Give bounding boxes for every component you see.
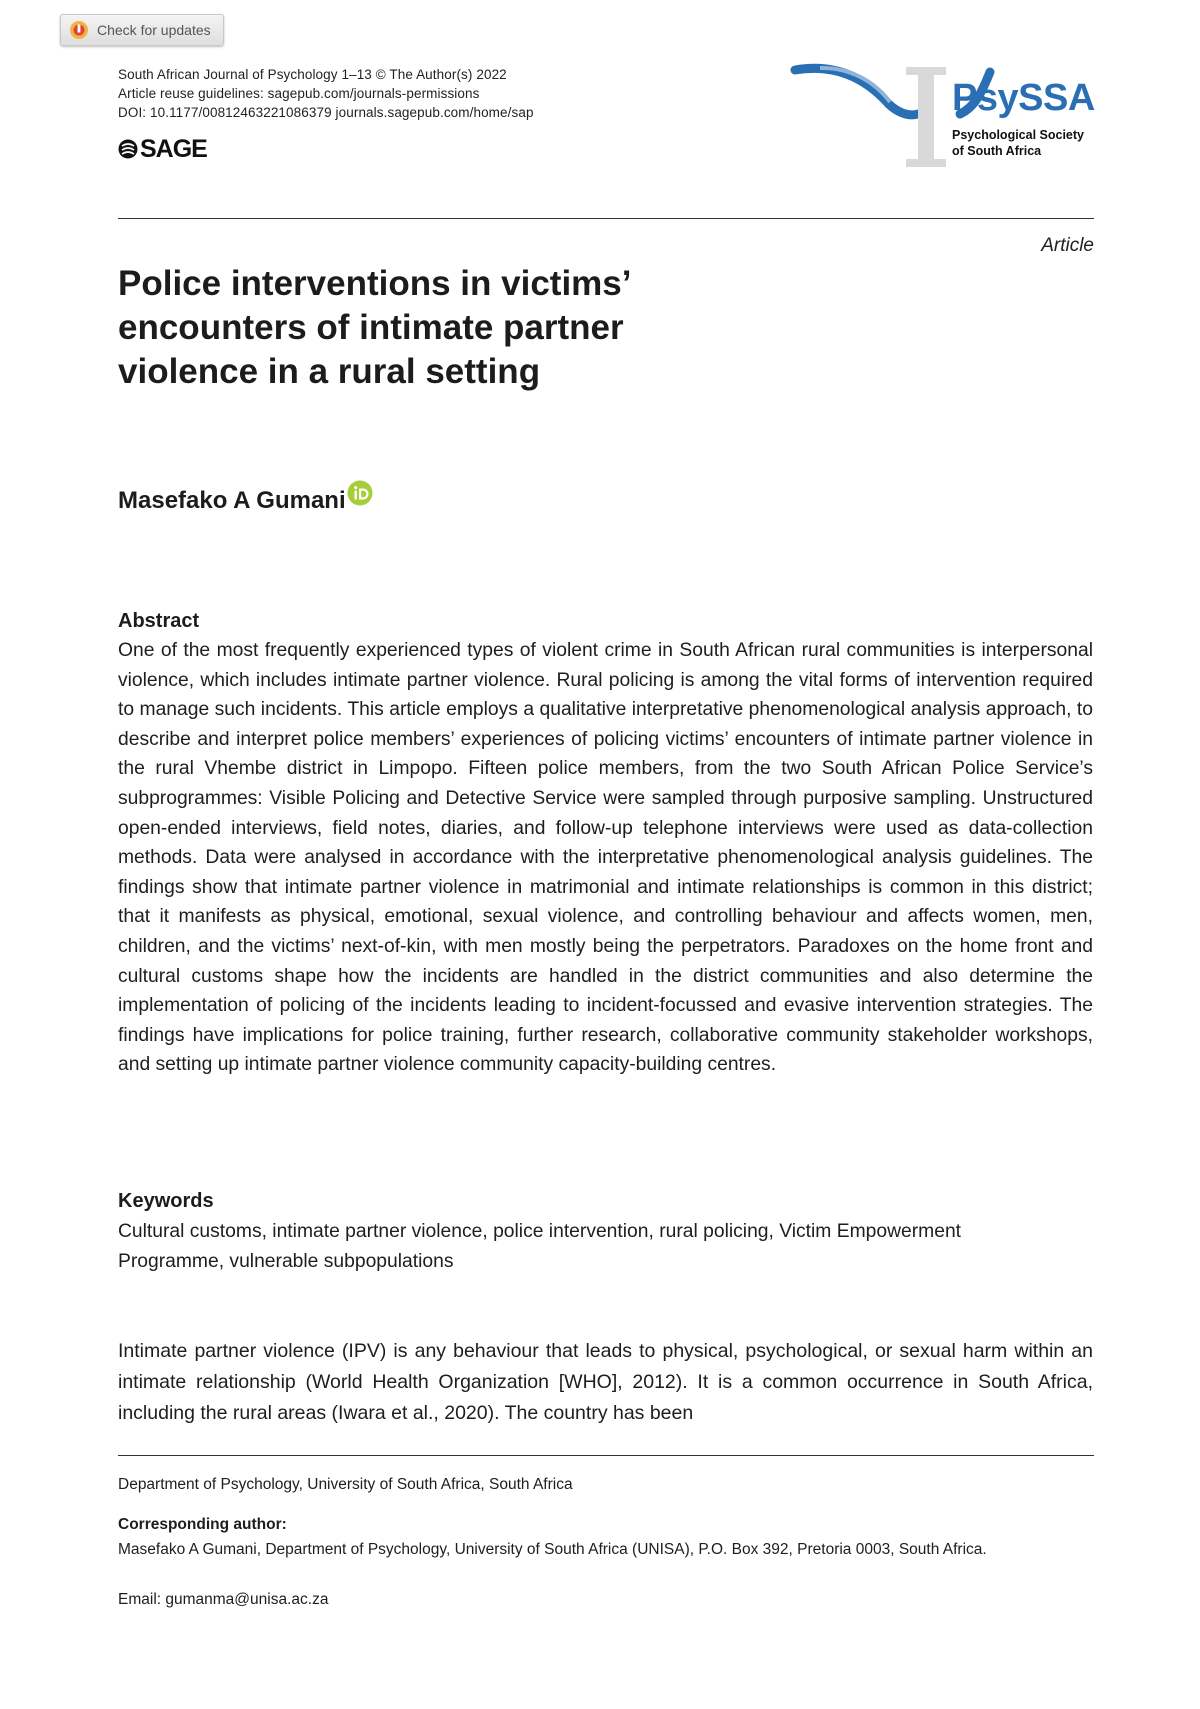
doi-line: DOI: 10.1177/00812463221086379 journals.sagepub.com/home/sap [118,105,534,120]
keywords-heading: Keywords [118,1190,214,1212]
sage-logo [118,136,207,162]
abstract-heading: Abstract [118,610,200,632]
reuse-guidelines: Article reuse guidelines: sagepub.com/journals-permissions [118,86,480,101]
corresponding-author-address: Masefako A Gumani, Department of Psychology, University of South Africa (UNISA), P.O. Box 392, Pretoria 0003, South Africa. [118,1541,987,1558]
author-name: Masefako A Gumani [118,487,346,514]
journal-citation: South African Journal of Psychology 1–13 © The Author(s) 2022 [118,67,507,82]
psyssa-subtitle: Psychological Society of South Africa [952,128,1084,158]
article-title: Police interventions in victims’ encounters of intimate partner violence in a rural setting [118,264,630,391]
abstract-text: One of the most frequently experienced types of violent crime in South African rural communities is interpersonal violence, which includes intimate partner violence. Rural policing is among the vital forms of intervention required to manage such incidents. This article employs a qualitative interpretative phenomenological analysis approach, to describe and interpret police members’ experiences of policing victims’ encounters of intimate partner violence in the rural Vhembe district in Limpopo. Fifteen police members, from the two South African Police Service’s subprogrammes: Visible Policing and Detective Service were sampled through purposive sampling. Unstructured open-ended interviews, field notes, diaries, and follow-up telephone interviews were used as data-collection methods. Data were analysed in accordance with the interpretative phenomenological analysis guidelines. The findings show that intimate partner violence in matrimonial and intimate relationships is common in this district; that it manifests as physical, emotional, sexual violence, and controlling behaviour and affects women, men, children, and the victims’ next-of-kin, with men mostly being the perpetrators. Paradoxes on the home front and cultural customs shape how the incidents are handled in the district communities and also determine the implementation of policing of the incidents leading to incident-focussed and evasive intervention strategies. The findings have implications for police training, further research, collaborative community stakeholder workshops, and setting up intimate partner violence community capacity-building centres. [118,640,1093,1076]
affiliation: Department of Psychology, University of South Africa, South Africa [118,1476,573,1493]
corresponding-author-heading: Corresponding author: [118,1516,287,1533]
orcid-icon[interactable] [347,480,373,506]
body-paragraph: Intimate partner violence (IPV) is any behaviour that leads to physical, psychological, or sexual harm within an intimate relationship (World Health Organization [WHO], 2012). It is a common occurrence in South Africa, including the rural areas (Iwara et al., 2020). The country has been [118,1340,1093,1424]
sage-wordmark: SAGE [140,135,207,163]
sage-mark-icon [118,139,138,159]
article-type-label: Article [1041,235,1094,256]
check-for-updates-button[interactable] [60,14,224,46]
corresponding-author-email[interactable]: Email: gumanma@unisa.ac.za [118,1591,329,1608]
check-for-updates-label: Check for updates [97,22,211,38]
psyssa-wordmark: PsySSA [952,77,1095,119]
keywords-text: Cultural customs, intimate partner violence, police intervention, rural policing, Victim Empowerment Programme, vulnerable subpopulations [118,1221,962,1272]
check-updates-icon [69,20,89,40]
author-line [118,486,373,516]
footnote-divider [118,1455,1094,1456]
header-divider [118,218,1094,219]
